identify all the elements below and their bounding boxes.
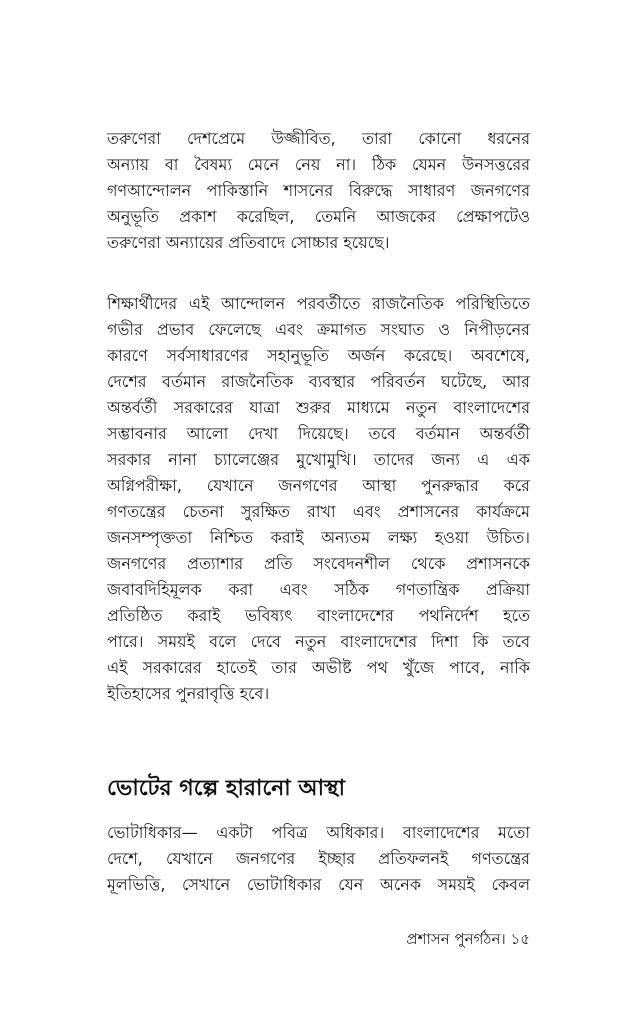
text-line: গভীর প্রভাব ফেলেছে এবং ক্রমাগত সংঘাত ও নিপীড়নের [107, 320, 530, 339]
text-line: প্রতিষ্ঠিত করাই ভবিষ্যৎ বাংলাদেশের পথনির্দেশ হতে [107, 606, 530, 625]
text-line: জবাবদিহিমূলক করা এবং সঠিক গণতান্ত্রিক প্রক্রিয়া [107, 580, 530, 599]
text-line: জনসম্পৃক্ততা নিশ্চিত করাই অন্যতম লক্ষ্য হওয়া উচিত। [107, 528, 530, 547]
text-line: দেশে, যেখানে জনগণের ইচ্ছার প্রতিফলনই গণতন্ত্রের [107, 849, 530, 868]
text-line: তরুণেরা অন্যায়ের প্রতিবাদে সোচ্চার হয়েছে। [107, 233, 390, 252]
text-line: ইতিহাসের পুনরাবৃত্তি হবে। [107, 684, 270, 703]
text-line: শিক্ষার্থীদের এই আন্দোলন পরবর্তীতে রাজনৈতিক পরিস্থিতিতে [107, 294, 530, 313]
text-line: জনগণের প্রত্যাশার প্রতি সংবেদনশীল থেকে প্রশাসনকে [107, 554, 530, 573]
text-line: অন্যায় বা বৈষম্য মেনে নেয় না। ঠিক যেমন উনসত্তরের [107, 155, 530, 174]
text-line: এই সরকারের হাতেই তার অভীষ্ট পথ খুঁজে পাবে, নাকি [107, 658, 530, 677]
text-line: তরুণেরা দেশপ্রেমে উজ্জীবিত, তারা কোনো ধরনের [107, 129, 530, 148]
text-line: দেশের বর্তমান রাজনৈতিক ব্যবস্থার পরিবর্তন ঘটেছে, আর [107, 372, 530, 391]
text-line: সরকার নানা চ্যালেঞ্জের মুখোমুখি। তাদের জন্য এ এক [107, 450, 530, 469]
text-line: কারণে সর্বসাধারণের সহানুভূতি অর্জন করেছে। অবশেষে, [107, 346, 530, 365]
text-line: মূলভিত্তি, সেখানে ভোটাধিকার যেন অনেক সময়ই কেবল [107, 875, 530, 894]
text-line: গণআন্দোলন পাকিস্তানি শাসনের বিরুদ্ধে সাধারণ জনগণের [107, 181, 530, 200]
text-line: গণতন্ত্রের চেতনা সুরক্ষিত রাখা এবং প্রশাসনের কার্যক্রমে [107, 502, 530, 521]
paragraph-3 [107, 820, 530, 898]
page-footer: প্রশাসন পুনর্গঠন। ১৫ [406, 930, 530, 948]
paragraph-1 [107, 126, 530, 256]
section-heading: ভোটের গল্পে হারানো আস্থা [107, 776, 345, 801]
paragraph-2 [107, 291, 530, 707]
text-line: ভোটাধিকার— একটা পবিত্র অধিকার। বাংলাদেশের মতো [107, 823, 530, 842]
text-line: অগ্নিপরীক্ষা, যেখানে জনগণের আস্থা পুনরুদ্ধার করে [107, 476, 530, 495]
text-line: সম্ভাবনার আলো দেখা দিয়েছে। তবে বর্তমান অন্তর্বর্তী [107, 424, 530, 443]
text-line: অন্তর্বর্তী সরকারের যাত্রা শুরুর মাধ্যমে নতুন বাংলাদেশের [107, 398, 530, 417]
text-line: অনুভূতি প্রকাশ করেছিল, তেমনি আজকের প্রেক্ষাপটেও [107, 207, 530, 226]
text-line: পারে। সময়ই বলে দেবে নতুন বাংলাদেশের দিশা কি তবে [107, 632, 530, 651]
